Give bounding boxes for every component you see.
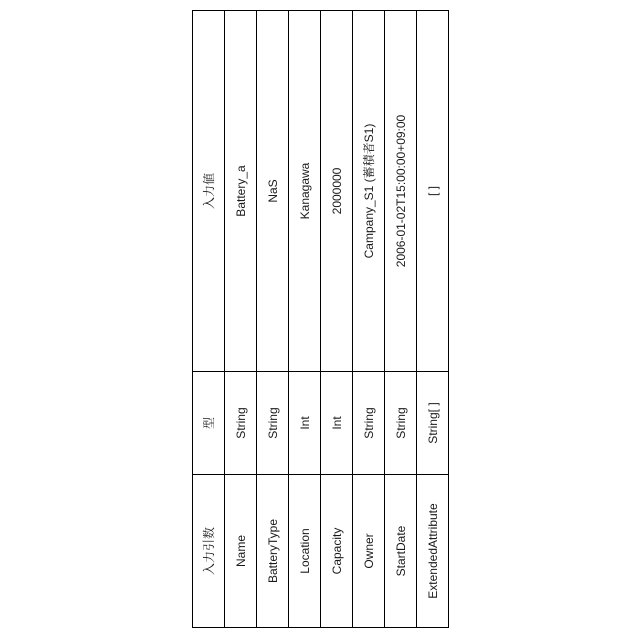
argument-cell: Name <box>225 475 257 628</box>
value-cell: 2000000 <box>321 11 353 372</box>
argument-cell: Location <box>289 475 321 628</box>
type-cell: String <box>257 372 289 475</box>
table-row <box>353 11 385 628</box>
table-row <box>257 11 289 628</box>
table-row <box>225 11 257 628</box>
header-argument: 入力引数 <box>193 475 225 628</box>
header-value: 入力値 <box>193 11 225 372</box>
table-row <box>321 11 353 628</box>
header-type: 型 <box>193 372 225 475</box>
type-cell: String <box>353 372 385 475</box>
table-row <box>385 11 417 628</box>
table-row <box>417 11 449 628</box>
value-cell: Campany_S1 (蓄積者S1) <box>353 11 385 372</box>
value-cell: NaS <box>257 11 289 372</box>
rotated-table-container <box>192 11 449 628</box>
argument-cell: BatteryType <box>257 475 289 628</box>
type-cell: String[ ] <box>417 372 449 475</box>
value-cell: 2006-01-02T15:00:00+09:00 <box>385 11 417 372</box>
argument-cell: ExtendedAttribute <box>417 475 449 628</box>
value-cell: [ ] <box>417 11 449 372</box>
type-cell: String <box>385 372 417 475</box>
argument-cell: Owner <box>353 475 385 628</box>
argument-cell: StartDate <box>385 475 417 628</box>
table-row <box>289 11 321 628</box>
input-parameters-table <box>192 10 449 628</box>
header-row <box>193 11 225 628</box>
type-cell: Int <box>321 372 353 475</box>
type-cell: Int <box>289 372 321 475</box>
value-cell: Kanagawa <box>289 11 321 372</box>
value-cell: Battery_a <box>225 11 257 372</box>
argument-cell: Capacity <box>321 475 353 628</box>
type-cell: String <box>225 372 257 475</box>
